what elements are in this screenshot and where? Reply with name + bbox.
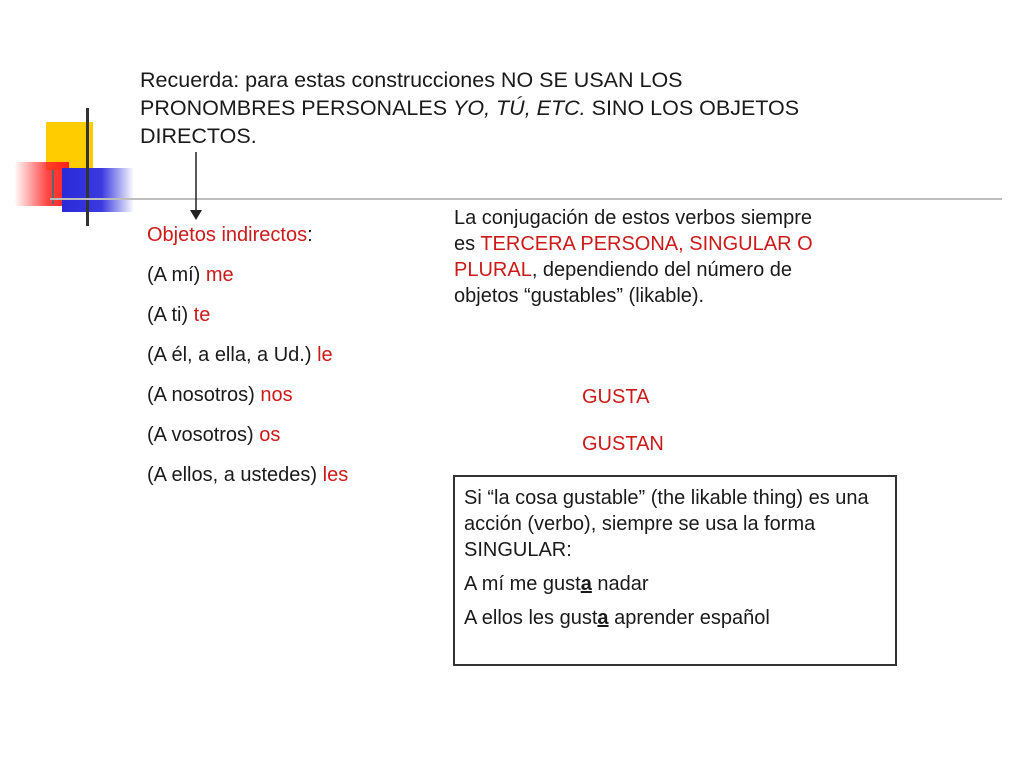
list-item <box>147 342 362 368</box>
rule-text: Si “la cosa gustable” (the likable thing) es una acción (verbo), siempre se usa la forma SINGULAR: <box>464 487 869 561</box>
example-after: aprender español <box>608 607 770 629</box>
down-arrow-icon <box>184 150 208 222</box>
item-pronoun: le <box>317 344 333 366</box>
heading-red: Objetos indirectos <box>147 224 308 246</box>
item-pronoun: nos <box>260 384 293 406</box>
example-before: A mí me gust <box>464 573 581 595</box>
indirect-objects-list <box>147 222 362 502</box>
item-prefix: (A ti) <box>147 304 194 326</box>
rule-box <box>453 475 897 666</box>
conjugation-part1: La conjugación de estos verbos siempre es <box>454 207 812 255</box>
reminder-text <box>140 66 800 150</box>
list-item <box>147 382 362 408</box>
conjugation-text <box>454 205 824 309</box>
example-2 <box>464 605 895 631</box>
list-item <box>147 262 362 288</box>
list-item <box>147 302 362 328</box>
item-prefix: (A él, a ella, a Ud.) <box>147 344 318 366</box>
item-prefix: (A nosotros) <box>147 384 261 406</box>
example-after: nadar <box>591 573 649 595</box>
item-pronoun: me <box>205 264 234 286</box>
decorative-logo <box>0 100 150 240</box>
list-item <box>147 422 362 448</box>
conjugation-part2: , dependiendo del número de objetos “gustables” (likable). <box>454 259 793 307</box>
reminder-part2: SINO LOS OBJETOS DIRECTOS. <box>140 96 800 148</box>
item-pronoun: les <box>322 464 349 486</box>
form-singular: GUSTA <box>582 386 650 408</box>
indirect-objects-heading <box>147 222 362 248</box>
conjugation-red: TERCERA PERSONA, SINGULAR O PLURAL <box>454 233 813 281</box>
item-prefix: (A vosotros) <box>147 424 260 446</box>
form-plural: GUSTAN <box>582 433 664 455</box>
blue-square <box>62 168 134 212</box>
example-before: A ellos les gust <box>464 607 598 629</box>
reminder-part1: Recuerda: para estas construcciones NO SE USAN LOS PRONOMBRES PERSONALES <box>140 68 683 120</box>
example-1 <box>464 571 895 597</box>
vertical-line <box>86 108 89 226</box>
item-pronoun: te <box>193 304 211 326</box>
example-underlined: a <box>580 573 592 595</box>
example-underlined: a <box>597 607 609 629</box>
reminder-italic: YO, TÚ, ETC. <box>453 96 586 120</box>
heading-colon: : <box>307 224 313 246</box>
list-item <box>147 462 362 488</box>
item-prefix: (A mí) <box>147 264 206 286</box>
item-prefix: (A ellos, a ustedes) <box>147 464 323 486</box>
item-pronoun: os <box>259 424 281 446</box>
